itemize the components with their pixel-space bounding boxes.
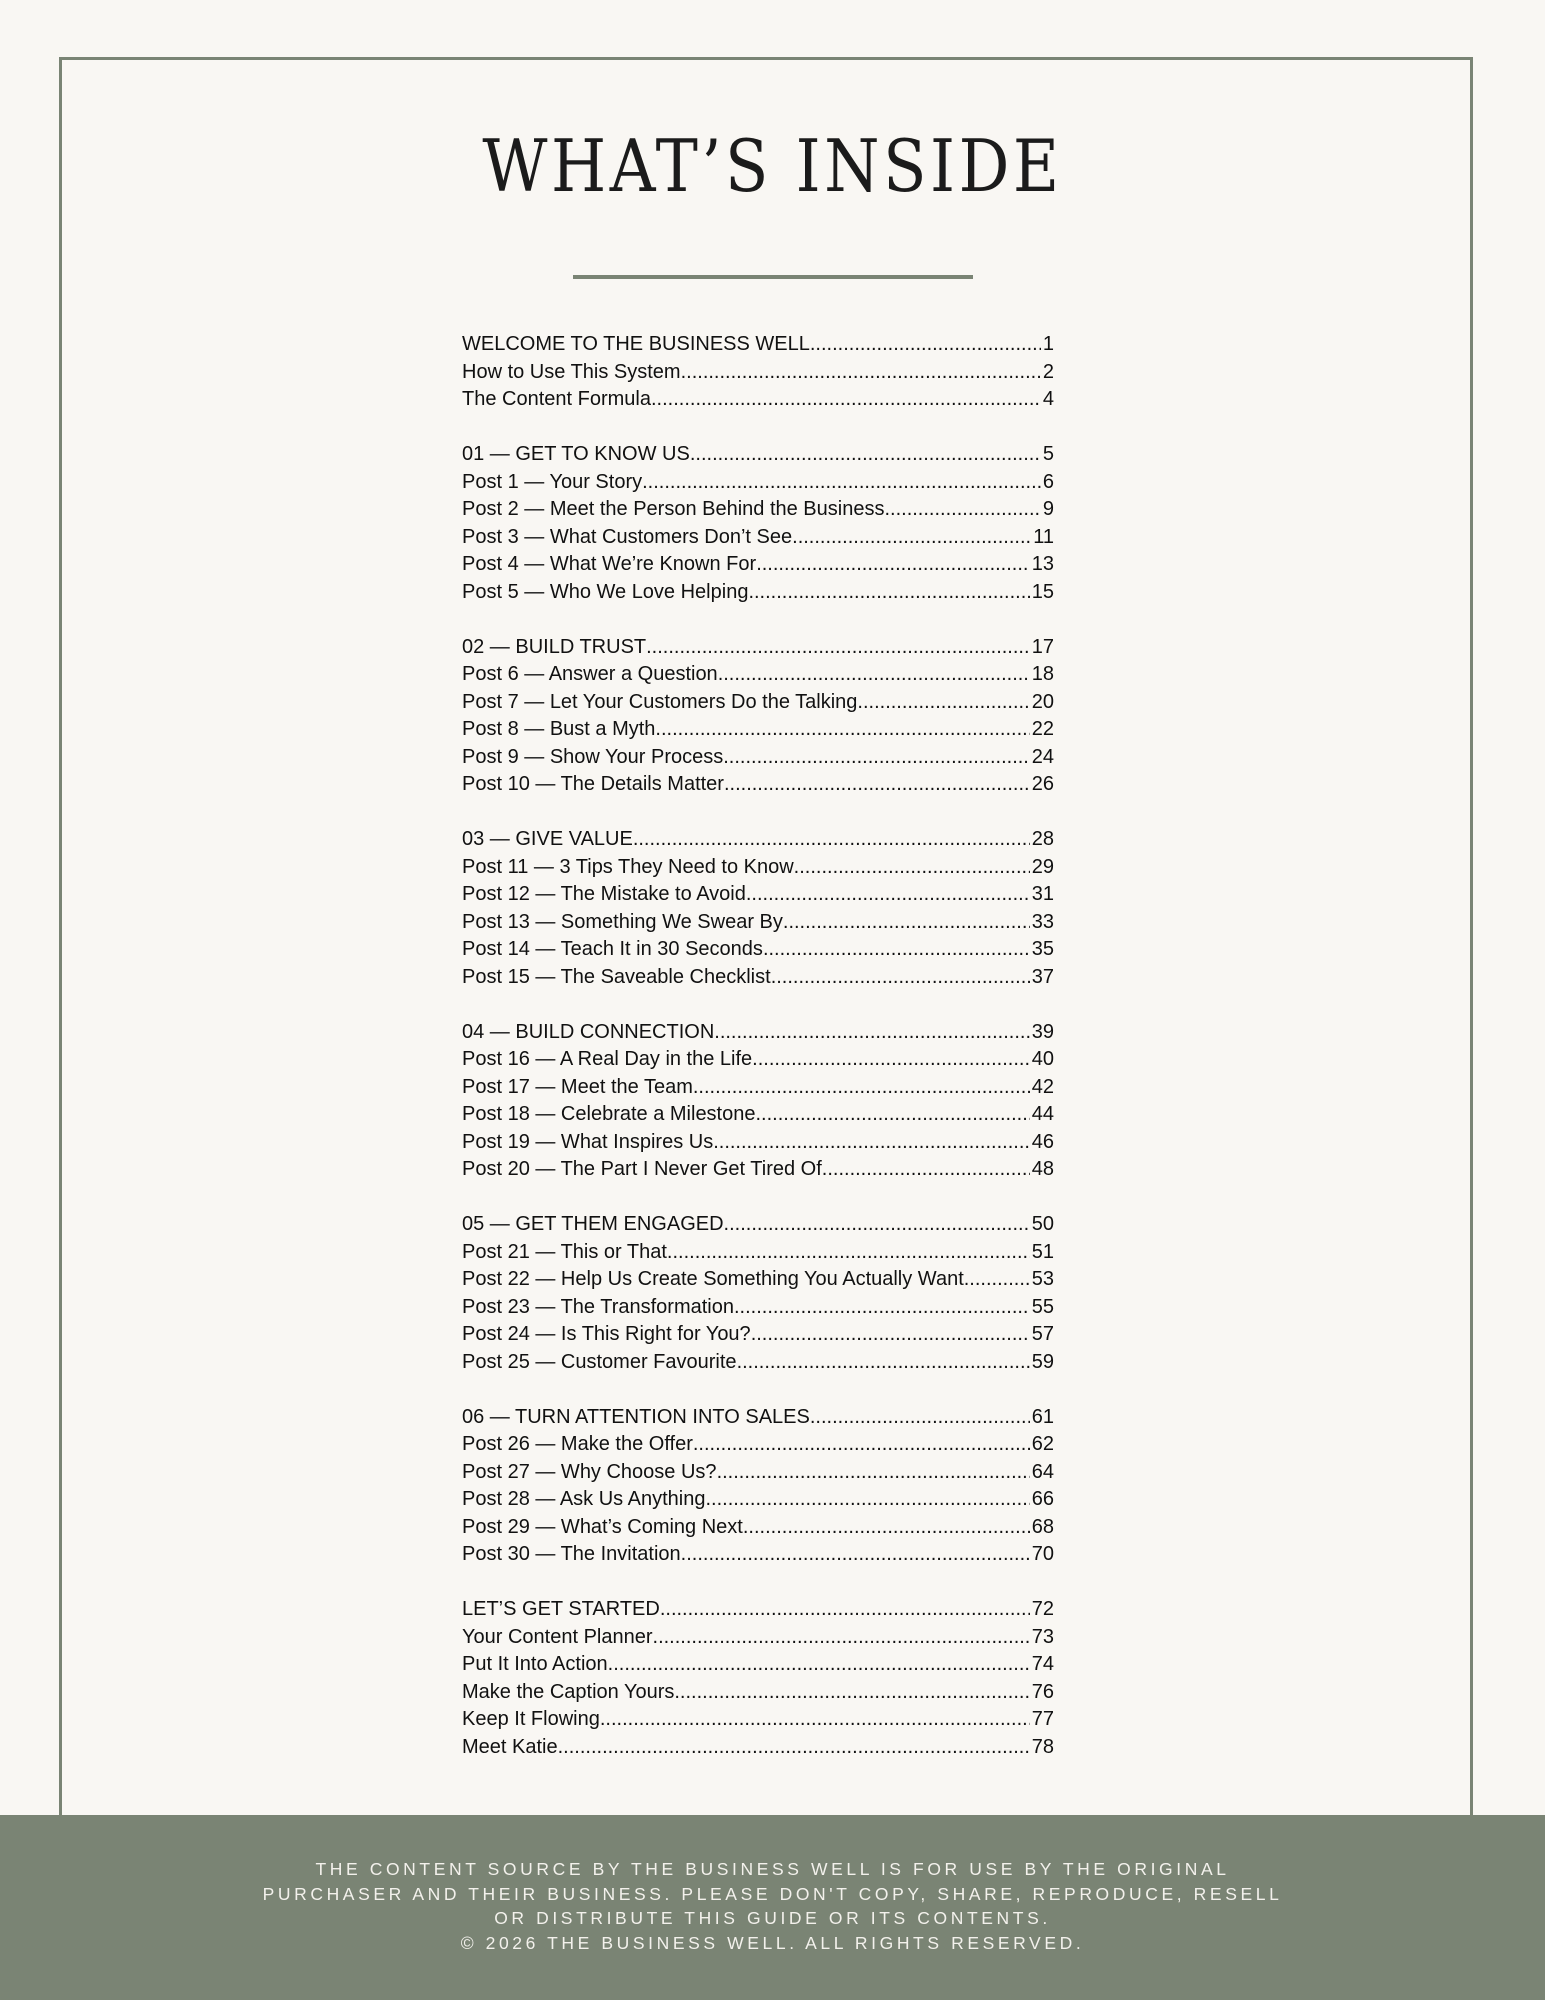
toc-section	[462, 1019, 1054, 1184]
toc-entry-label: 05 — GET THEM ENGAGED	[462, 1213, 724, 1235]
toc-page-number: 4	[1042, 388, 1054, 410]
toc-entry[interactable]	[462, 1294, 1054, 1322]
toc-entry-label: Post 30 — The Invitation	[462, 1543, 681, 1565]
toc-entry-label: Post 18 — Celebrate a Milestone	[462, 1103, 756, 1125]
toc-entry[interactable]	[462, 1459, 1054, 1487]
toc-entry-label: 01 — GET TO KNOW US	[462, 443, 690, 465]
title-divider	[573, 275, 973, 279]
toc-page-number: 40	[1031, 1048, 1054, 1070]
toc-section	[462, 441, 1054, 606]
dot-leader	[674, 1679, 1029, 1707]
toc-entry[interactable]	[462, 1101, 1054, 1129]
toc-page-number: 55	[1031, 1295, 1054, 1318]
dot-leader	[667, 1239, 1030, 1267]
toc-page-number: 13	[1031, 553, 1054, 575]
toc-page-number: 74	[1031, 1653, 1054, 1675]
toc-section	[462, 1596, 1054, 1761]
toc-entry-label: WELCOME TO THE BUSINESS WELL	[462, 333, 810, 355]
dot-leader	[693, 1431, 1030, 1459]
toc-section	[462, 1404, 1054, 1569]
toc-entry[interactable]	[462, 1431, 1054, 1459]
dot-leader	[600, 1706, 1030, 1734]
toc-entry-label: Post 14 — Teach It in 30 Seconds	[462, 938, 763, 960]
toc-section-heading[interactable]	[462, 331, 1054, 359]
toc-entry[interactable]	[462, 524, 1054, 552]
dot-leader	[748, 579, 1029, 607]
toc-entry-label: Post 13 — Something We Swear By	[462, 910, 783, 933]
toc-entry-label: Meet Katie	[462, 1735, 558, 1758]
toc-page-number: 76	[1031, 1680, 1054, 1703]
toc-entry[interactable]	[462, 964, 1054, 992]
toc-entry-label: Keep It Flowing	[462, 1708, 600, 1730]
dot-leader	[681, 359, 1041, 387]
toc-entry-label: Post 23 — The Transformation	[462, 1295, 734, 1318]
toc-page-number: 22	[1031, 718, 1054, 740]
toc-entry[interactable]	[462, 1541, 1054, 1569]
toc-page-number: 59	[1031, 1350, 1054, 1373]
dot-leader	[608, 1651, 1030, 1679]
toc-section	[462, 1211, 1054, 1376]
toc-entry-label: Post 28 — Ask Us Anything	[462, 1488, 706, 1510]
toc-entry-label: Post 16 — A Real Day in the Life	[462, 1048, 753, 1070]
dot-leader	[857, 689, 1029, 717]
toc-entry[interactable]	[462, 1266, 1054, 1294]
toc-entry[interactable]	[462, 936, 1054, 964]
toc-page-number: 48	[1031, 1158, 1054, 1180]
toc-page-number: 26	[1031, 773, 1054, 795]
toc-section	[462, 634, 1054, 799]
toc-page-number: 35	[1031, 938, 1054, 960]
dot-leader	[756, 551, 1030, 579]
toc-page-number: 17	[1031, 635, 1054, 658]
toc-page-number: 46	[1031, 1130, 1054, 1153]
toc-page-number: 61	[1031, 1405, 1054, 1428]
dot-leader	[746, 881, 1030, 909]
toc-entry-label: Post 4 — What We’re Known For	[462, 553, 757, 575]
toc-entry-label: Post 2 — Meet the Person Behind the Business	[462, 498, 885, 520]
toc-entry-label: The Content Formula	[462, 388, 651, 410]
dot-leader	[763, 936, 1030, 964]
toc-entry[interactable]	[462, 881, 1054, 909]
footer-line: PURCHASER AND THEIR BUSINESS. PLEASE DON'T COPY, SHARE, REPRODUCE, RESELL	[262, 1883, 1283, 1904]
dot-leader	[558, 1734, 1030, 1762]
toc-entry[interactable]	[462, 1514, 1054, 1542]
footer-line: OR DISTRIBUTE THIS GUIDE OR ITS CONTENTS.	[494, 1908, 1051, 1928]
toc-entry[interactable]	[462, 496, 1054, 524]
dot-leader	[723, 744, 1030, 772]
toc-entry-label: Post 3 — What Customers Don’t See	[462, 525, 793, 548]
toc-entry[interactable]	[462, 1486, 1054, 1514]
dot-leader	[717, 1459, 1030, 1487]
toc-entry[interactable]	[462, 1624, 1054, 1652]
toc-entry-label: Post 7 — Let Your Customers Do the Talking	[462, 690, 858, 713]
toc-entry-label: Post 12 — The Mistake to Avoid	[462, 883, 746, 905]
dot-leader	[633, 826, 1030, 854]
toc-entry[interactable]	[462, 661, 1054, 689]
dot-leader	[642, 469, 1041, 497]
toc-entry-label: Post 6 — Answer a Question	[462, 663, 718, 685]
toc-section-heading[interactable]	[462, 1019, 1054, 1047]
toc-entry-label: 04 — BUILD CONNECTION	[462, 1020, 715, 1043]
dot-leader	[756, 1101, 1030, 1129]
toc-section-heading[interactable]	[462, 826, 1054, 854]
toc-entry[interactable]	[462, 1321, 1054, 1349]
toc-entry[interactable]	[462, 1156, 1054, 1184]
toc-entry-label: Your Content Planner	[462, 1625, 653, 1648]
toc-page-number: 78	[1031, 1735, 1054, 1758]
toc-page-number: 72	[1031, 1598, 1054, 1620]
toc-entry-label: Post 19 — What Inspires Us	[462, 1130, 714, 1153]
toc-section-heading[interactable]	[462, 634, 1054, 662]
toc-entry-label: Post 27 — Why Choose Us?	[462, 1460, 717, 1483]
toc-entry-label: Post 22 — Help Us Create Something You Actually Want	[462, 1268, 964, 1290]
toc-page-number: 29	[1031, 855, 1054, 878]
footer-line: THE CONTENT SOURCE BY THE BUSINESS WELL IS FOR USE BY THE ORIGINAL	[315, 1859, 1230, 1879]
table-of-contents	[462, 331, 1054, 1789]
toc-entry-label: Post 24 — Is This Right for You?	[462, 1323, 751, 1345]
toc-entry-label: Post 11 — 3 Tips They Need to Know	[462, 855, 794, 878]
dot-leader	[737, 1349, 1030, 1377]
dot-leader	[724, 1211, 1030, 1239]
toc-entry[interactable]	[462, 909, 1054, 937]
toc-entry[interactable]	[462, 689, 1054, 717]
toc-page-number: 66	[1031, 1488, 1054, 1510]
toc-entry[interactable]	[462, 771, 1054, 799]
toc-entry-label: Post 15 — The Saveable Checklist	[462, 965, 771, 988]
footer-line: © 2026 THE BUSINESS WELL. ALL RIGHTS RESERVED.	[460, 1932, 1085, 1953]
toc-page-number: 33	[1031, 910, 1054, 933]
toc-page-number: 50	[1031, 1213, 1054, 1235]
toc-entry-label: 03 — GIVE VALUE	[462, 828, 633, 850]
dot-leader	[681, 1541, 1030, 1569]
toc-page-number: 11	[1033, 525, 1054, 548]
dot-leader	[810, 331, 1041, 359]
dot-leader	[718, 661, 1030, 689]
toc-entry-label: Post 26 — Make the Offer	[462, 1433, 693, 1455]
toc-entry-label: Post 17 — Meet the Team	[462, 1075, 693, 1098]
dot-leader	[752, 1046, 1030, 1074]
dot-leader	[810, 1404, 1030, 1432]
toc-page-number: 18	[1031, 663, 1054, 685]
toc-entry-label: Make the Caption Yours	[462, 1680, 675, 1703]
copyright-notice	[0, 1857, 1545, 1955]
toc-page-number: 2	[1042, 360, 1054, 383]
toc-entry[interactable]	[462, 359, 1054, 387]
toc-entry[interactable]	[462, 386, 1054, 414]
toc-entry[interactable]	[462, 1651, 1054, 1679]
toc-page-number: 6	[1042, 470, 1054, 493]
toc-entry-label: Post 20 — The Part I Never Get Tired Of	[462, 1158, 822, 1180]
dot-leader	[783, 909, 1030, 937]
footer-banner	[0, 1815, 1545, 2000]
toc-page-number: 28	[1031, 828, 1054, 850]
toc-page-number: 15	[1031, 580, 1054, 603]
dot-leader	[714, 1019, 1029, 1047]
dot-leader	[693, 1074, 1030, 1102]
toc-entry[interactable]	[462, 551, 1054, 579]
dot-leader	[822, 1156, 1030, 1184]
toc-page-number: 57	[1031, 1323, 1054, 1345]
toc-entry[interactable]	[462, 1046, 1054, 1074]
toc-page-number: 62	[1031, 1433, 1054, 1455]
dot-leader	[743, 1514, 1030, 1542]
toc-entry[interactable]	[462, 1679, 1054, 1707]
toc-entry-label: How to Use This System	[462, 360, 681, 383]
toc-entry-label: Post 29 — What’s Coming Next	[462, 1515, 743, 1538]
toc-entry-label: Post 10 — The Details Matter	[462, 773, 724, 795]
toc-entry[interactable]	[462, 1706, 1054, 1734]
toc-section-heading[interactable]	[462, 1596, 1054, 1624]
toc-entry-label: Post 9 — Show Your Process	[462, 745, 724, 768]
dot-leader	[651, 386, 1041, 414]
dot-leader	[646, 634, 1030, 662]
toc-entry-label: 02 — BUILD TRUST	[462, 635, 647, 658]
toc-entry-label: Post 5 — Who We Love Helping	[462, 580, 749, 603]
dot-leader	[690, 441, 1041, 469]
toc-entry[interactable]	[462, 469, 1054, 497]
toc-page-number: 24	[1031, 745, 1054, 768]
dot-leader	[792, 524, 1031, 552]
dot-leader	[771, 964, 1030, 992]
toc-page-number: 5	[1042, 443, 1054, 465]
toc-section-heading[interactable]	[462, 441, 1054, 469]
dot-leader	[734, 1294, 1030, 1322]
toc-entry[interactable]	[462, 1349, 1054, 1377]
dot-leader	[794, 854, 1030, 882]
toc-section	[462, 331, 1054, 414]
toc-entry-label: LET’S GET STARTED	[462, 1598, 660, 1620]
toc-page-number: 39	[1031, 1020, 1054, 1043]
dot-leader	[713, 1129, 1030, 1157]
toc-page-number: 64	[1031, 1460, 1054, 1483]
dot-leader	[884, 496, 1040, 524]
toc-entry[interactable]	[462, 1734, 1054, 1762]
dot-leader	[964, 1266, 1030, 1294]
toc-entry-label: Post 21 — This or That	[462, 1240, 667, 1263]
toc-page-number: 9	[1042, 498, 1054, 520]
dot-leader	[660, 1596, 1030, 1624]
toc-entry[interactable]	[462, 579, 1054, 607]
toc-entry[interactable]	[462, 1239, 1054, 1267]
toc-section-heading[interactable]	[462, 1211, 1054, 1239]
dot-leader	[655, 716, 1029, 744]
toc-page-number: 42	[1031, 1075, 1054, 1098]
toc-page-number: 73	[1031, 1625, 1054, 1648]
toc-page-number: 20	[1031, 690, 1054, 713]
dot-leader	[653, 1624, 1030, 1652]
toc-page-number: 70	[1031, 1543, 1054, 1565]
toc-entry[interactable]	[462, 716, 1054, 744]
toc-page-number: 44	[1031, 1103, 1054, 1125]
toc-page-number: 51	[1031, 1240, 1054, 1263]
toc-page-number: 31	[1031, 883, 1054, 905]
toc-page-number: 53	[1031, 1268, 1054, 1290]
toc-entry-label: 06 — TURN ATTENTION INTO SALES	[462, 1405, 810, 1428]
toc-entry[interactable]	[462, 1074, 1054, 1102]
toc-entry-label: Post 1 — Your Story	[462, 470, 643, 493]
toc-page-number: 68	[1031, 1515, 1054, 1538]
toc-section-heading[interactable]	[462, 1404, 1054, 1432]
dot-leader	[705, 1486, 1029, 1514]
toc-section	[462, 826, 1054, 991]
toc-entry-label: Post 8 — Bust a Myth	[462, 718, 656, 740]
dot-leader	[724, 771, 1030, 799]
toc-entry[interactable]	[462, 854, 1054, 882]
toc-entry[interactable]	[462, 744, 1054, 772]
toc-entry[interactable]	[462, 1129, 1054, 1157]
page-title: WHAT’S INSIDE	[482, 124, 1063, 208]
toc-entry-label: Put It Into Action	[462, 1653, 608, 1675]
dot-leader	[751, 1321, 1030, 1349]
toc-page-number: 77	[1031, 1708, 1054, 1730]
toc-entry-label: Post 25 — Customer Favourite	[462, 1350, 737, 1373]
toc-page-number: 1	[1042, 333, 1054, 355]
toc-page-number: 37	[1031, 965, 1054, 988]
